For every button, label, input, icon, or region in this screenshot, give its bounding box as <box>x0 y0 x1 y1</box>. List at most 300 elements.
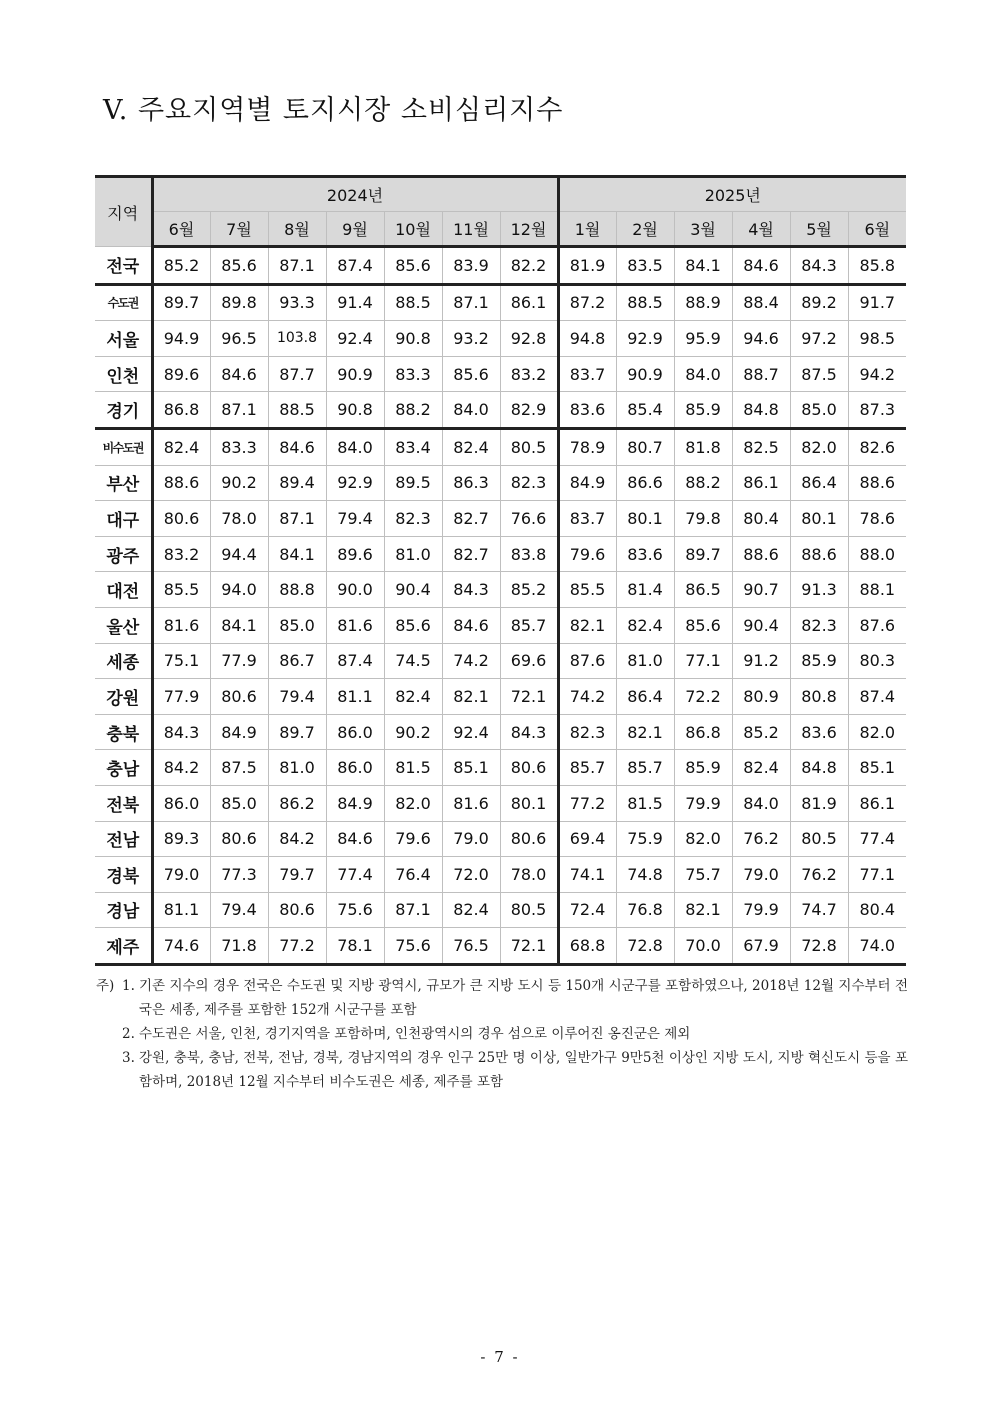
month-header: 1월 <box>558 212 616 247</box>
table-row <box>95 607 906 643</box>
value-cell: 94.2 <box>848 356 906 392</box>
value-cell: 85.0 <box>790 392 848 429</box>
region-cell: 제주 <box>95 928 152 965</box>
value-cell: 82.1 <box>674 892 732 928</box>
value-cell: 94.8 <box>558 321 616 357</box>
month-header: 8월 <box>268 212 326 247</box>
value-cell: 87.1 <box>268 247 326 285</box>
region-cell: 강원 <box>95 679 152 715</box>
value-cell: 74.1 <box>558 857 616 893</box>
value-cell: 84.8 <box>732 392 790 429</box>
value-cell: 75.1 <box>152 643 210 679</box>
table-row <box>95 857 906 893</box>
value-cell: 75.9 <box>616 821 674 857</box>
table-row <box>95 428 906 465</box>
value-cell: 93.3 <box>268 284 326 321</box>
value-cell: 82.3 <box>790 607 848 643</box>
value-cell: 80.9 <box>732 679 790 715</box>
value-cell: 80.6 <box>268 892 326 928</box>
region-cell: 경기 <box>95 392 152 429</box>
month-header: 3월 <box>674 212 732 247</box>
region-cell: 전남 <box>95 821 152 857</box>
value-cell: 82.0 <box>674 821 732 857</box>
month-header: 2월 <box>616 212 674 247</box>
value-cell: 80.8 <box>790 679 848 715</box>
value-cell: 80.1 <box>790 501 848 537</box>
value-cell: 76.2 <box>732 821 790 857</box>
footnote-number: 2. <box>122 1026 135 1042</box>
table-row <box>95 572 906 608</box>
value-cell: 74.2 <box>442 643 500 679</box>
value-cell: 80.5 <box>500 892 558 928</box>
table-row <box>95 928 906 965</box>
table-row <box>95 750 906 786</box>
value-cell: 72.4 <box>558 892 616 928</box>
value-cell: 83.9 <box>442 247 500 285</box>
region-cell: 전북 <box>95 785 152 821</box>
value-cell: 84.0 <box>442 392 500 429</box>
value-cell: 84.6 <box>732 247 790 285</box>
value-cell: 86.8 <box>674 714 732 750</box>
value-cell: 94.9 <box>152 321 210 357</box>
value-cell: 85.2 <box>152 247 210 285</box>
month-header: 12월 <box>500 212 558 247</box>
value-cell: 80.6 <box>500 750 558 786</box>
value-cell: 90.8 <box>384 321 442 357</box>
value-cell: 74.0 <box>848 928 906 965</box>
value-cell: 88.6 <box>848 465 906 501</box>
table-body <box>95 247 906 965</box>
month-header: 6월 <box>848 212 906 247</box>
value-cell: 87.1 <box>210 392 268 429</box>
value-cell: 84.3 <box>442 572 500 608</box>
value-cell: 76.8 <box>616 892 674 928</box>
value-cell: 86.0 <box>152 785 210 821</box>
value-cell: 84.6 <box>268 428 326 465</box>
value-cell: 76.2 <box>790 857 848 893</box>
value-cell: 81.9 <box>558 247 616 285</box>
value-cell: 75.7 <box>674 857 732 893</box>
value-cell: 88.6 <box>152 465 210 501</box>
footnote-number: 1. <box>122 978 135 994</box>
value-cell: 84.2 <box>268 821 326 857</box>
value-cell: 81.8 <box>674 428 732 465</box>
table-row <box>95 643 906 679</box>
value-cell: 90.2 <box>210 465 268 501</box>
value-cell: 83.7 <box>558 501 616 537</box>
value-cell: 88.1 <box>848 572 906 608</box>
value-cell: 69.6 <box>500 643 558 679</box>
table-row <box>95 536 906 572</box>
value-cell: 89.8 <box>210 284 268 321</box>
value-cell: 86.2 <box>268 785 326 821</box>
value-cell: 77.2 <box>268 928 326 965</box>
value-cell: 85.0 <box>268 607 326 643</box>
value-cell: 95.9 <box>674 321 732 357</box>
region-cell: 수도권 <box>95 284 152 321</box>
value-cell: 81.0 <box>616 643 674 679</box>
value-cell: 83.2 <box>152 536 210 572</box>
value-cell: 90.9 <box>326 356 384 392</box>
table-row <box>95 392 906 429</box>
value-cell: 85.2 <box>500 572 558 608</box>
land-market-index-table <box>95 175 906 966</box>
value-cell: 83.6 <box>558 392 616 429</box>
footnote-1 <box>96 974 908 1022</box>
value-cell: 84.9 <box>210 714 268 750</box>
value-cell: 79.6 <box>384 821 442 857</box>
value-cell: 85.0 <box>210 785 268 821</box>
value-cell: 83.7 <box>558 356 616 392</box>
value-cell: 80.5 <box>500 428 558 465</box>
value-cell: 79.0 <box>152 857 210 893</box>
value-cell: 82.0 <box>848 714 906 750</box>
footnote-3 <box>96 1046 908 1094</box>
table-row <box>95 785 906 821</box>
value-cell: 72.8 <box>790 928 848 965</box>
value-cell: 81.5 <box>616 785 674 821</box>
value-cell: 85.9 <box>674 392 732 429</box>
value-cell: 85.9 <box>790 643 848 679</box>
value-cell: 80.3 <box>848 643 906 679</box>
value-cell: 81.0 <box>268 750 326 786</box>
value-cell: 85.1 <box>442 750 500 786</box>
value-cell: 85.5 <box>558 572 616 608</box>
value-cell: 92.4 <box>326 321 384 357</box>
value-cell: 82.1 <box>616 714 674 750</box>
value-cell: 83.3 <box>384 356 442 392</box>
footnote-text: 강원, 충북, 충남, 전북, 전남, 경북, 경남지역의 경우 인구 25만 명 이상, 일반가구 9만5천 이상인 지방 도시, 지방 혁신도시 등을 포함하며, 2018년 12월 지수부터 비수도권은 세종, 제주를 포함 <box>139 1050 908 1090</box>
region-cell: 세종 <box>95 643 152 679</box>
value-cell: 80.6 <box>210 821 268 857</box>
region-cell: 경북 <box>95 857 152 893</box>
value-cell: 78.9 <box>558 428 616 465</box>
value-cell: 84.0 <box>732 785 790 821</box>
value-cell: 87.5 <box>790 356 848 392</box>
value-cell: 85.9 <box>674 750 732 786</box>
value-cell: 88.8 <box>268 572 326 608</box>
value-cell: 76.5 <box>442 928 500 965</box>
value-cell: 89.6 <box>152 356 210 392</box>
value-cell: 94.6 <box>732 321 790 357</box>
value-cell: 87.4 <box>326 247 384 285</box>
value-cell: 77.9 <box>152 679 210 715</box>
value-cell: 82.0 <box>790 428 848 465</box>
value-cell: 83.6 <box>616 536 674 572</box>
value-cell: 82.6 <box>848 428 906 465</box>
value-cell: 79.4 <box>268 679 326 715</box>
value-cell: 81.0 <box>384 536 442 572</box>
value-cell: 82.3 <box>500 465 558 501</box>
value-cell: 86.5 <box>674 572 732 608</box>
value-cell: 90.2 <box>384 714 442 750</box>
value-cell: 72.1 <box>500 679 558 715</box>
value-cell: 80.4 <box>848 892 906 928</box>
value-cell: 91.7 <box>848 284 906 321</box>
page-number: - 7 - <box>480 1348 520 1366</box>
value-cell: 77.4 <box>848 821 906 857</box>
value-cell: 82.3 <box>384 501 442 537</box>
value-cell: 81.9 <box>790 785 848 821</box>
table-row <box>95 892 906 928</box>
value-cell: 84.6 <box>210 356 268 392</box>
month-header: 6월 <box>152 212 210 247</box>
value-cell: 88.6 <box>732 536 790 572</box>
table-row <box>95 321 906 357</box>
value-cell: 80.1 <box>500 785 558 821</box>
value-cell: 86.3 <box>442 465 500 501</box>
value-cell: 91.4 <box>326 284 384 321</box>
page-title: V. 주요지역별 토지시장 소비심리지수 <box>103 95 564 126</box>
value-cell: 81.4 <box>616 572 674 608</box>
value-cell: 80.5 <box>790 821 848 857</box>
value-cell: 82.9 <box>500 392 558 429</box>
value-cell: 91.3 <box>790 572 848 608</box>
value-cell: 74.6 <box>152 928 210 965</box>
value-cell: 103.8 <box>268 321 326 357</box>
value-cell: 85.7 <box>500 607 558 643</box>
value-cell: 85.2 <box>732 714 790 750</box>
region-cell: 광주 <box>95 536 152 572</box>
value-cell: 79.9 <box>674 785 732 821</box>
value-cell: 71.8 <box>210 928 268 965</box>
value-cell: 81.5 <box>384 750 442 786</box>
value-cell: 81.6 <box>152 607 210 643</box>
table-row <box>95 679 906 715</box>
value-cell: 78.6 <box>848 501 906 537</box>
value-cell: 96.5 <box>210 321 268 357</box>
value-cell: 79.0 <box>732 857 790 893</box>
value-cell: 83.6 <box>790 714 848 750</box>
region-cell: 경남 <box>95 892 152 928</box>
value-cell: 94.0 <box>210 572 268 608</box>
value-cell: 90.0 <box>326 572 384 608</box>
value-cell: 89.7 <box>268 714 326 750</box>
value-cell: 80.6 <box>152 501 210 537</box>
value-cell: 83.4 <box>384 428 442 465</box>
value-cell: 86.4 <box>616 679 674 715</box>
value-cell: 84.9 <box>326 785 384 821</box>
value-cell: 88.7 <box>732 356 790 392</box>
region-cell: 충남 <box>95 750 152 786</box>
value-cell: 87.4 <box>848 679 906 715</box>
value-cell: 86.1 <box>500 284 558 321</box>
table-header <box>95 177 906 247</box>
value-cell: 76.6 <box>500 501 558 537</box>
month-header: 9월 <box>326 212 384 247</box>
value-cell: 83.5 <box>616 247 674 285</box>
value-cell: 89.6 <box>326 536 384 572</box>
value-cell: 86.1 <box>732 465 790 501</box>
value-cell: 87.1 <box>442 284 500 321</box>
value-cell: 90.4 <box>384 572 442 608</box>
region-cell: 비수도권 <box>95 428 152 465</box>
value-cell: 82.0 <box>384 785 442 821</box>
value-cell: 97.2 <box>790 321 848 357</box>
value-cell: 89.4 <box>268 465 326 501</box>
table-row <box>95 284 906 321</box>
footnotes <box>96 974 908 1094</box>
value-cell: 79.8 <box>674 501 732 537</box>
value-cell: 87.5 <box>210 750 268 786</box>
value-cell: 82.7 <box>442 501 500 537</box>
value-cell: 88.5 <box>384 284 442 321</box>
value-cell: 88.4 <box>732 284 790 321</box>
value-cell: 82.4 <box>442 428 500 465</box>
month-header-row <box>95 212 906 247</box>
value-cell: 85.6 <box>384 607 442 643</box>
value-cell: 87.6 <box>558 643 616 679</box>
value-cell: 87.2 <box>558 284 616 321</box>
value-cell: 75.6 <box>384 928 442 965</box>
value-cell: 84.6 <box>442 607 500 643</box>
value-cell: 83.3 <box>210 428 268 465</box>
value-cell: 94.4 <box>210 536 268 572</box>
value-cell: 98.5 <box>848 321 906 357</box>
value-cell: 82.4 <box>616 607 674 643</box>
value-cell: 77.2 <box>558 785 616 821</box>
value-cell: 85.4 <box>616 392 674 429</box>
value-cell: 87.3 <box>848 392 906 429</box>
table-row <box>95 821 906 857</box>
value-cell: 85.1 <box>848 750 906 786</box>
region-cell: 울산 <box>95 607 152 643</box>
month-header: 7월 <box>210 212 268 247</box>
value-cell: 89.7 <box>674 536 732 572</box>
value-cell: 76.4 <box>384 857 442 893</box>
footnote-text: 수도권은 서울, 인천, 경기지역을 포함하며, 인천광역시의 경우 섬으로 이루어진 옹진군은 제외 <box>139 1026 691 1042</box>
value-cell: 84.3 <box>152 714 210 750</box>
value-cell: 88.5 <box>268 392 326 429</box>
footnote-2 <box>96 1022 908 1046</box>
value-cell: 82.7 <box>442 536 500 572</box>
value-cell: 81.6 <box>442 785 500 821</box>
value-cell: 72.1 <box>500 928 558 965</box>
region-cell: 부산 <box>95 465 152 501</box>
value-cell: 84.1 <box>674 247 732 285</box>
value-cell: 77.4 <box>326 857 384 893</box>
value-cell: 82.5 <box>732 428 790 465</box>
value-cell: 90.4 <box>732 607 790 643</box>
value-cell: 89.7 <box>152 284 210 321</box>
value-cell: 93.2 <box>442 321 500 357</box>
month-header: 11월 <box>442 212 500 247</box>
value-cell: 92.8 <box>500 321 558 357</box>
year-2025-header: 2025년 <box>558 177 906 212</box>
value-cell: 82.1 <box>442 679 500 715</box>
value-cell: 88.9 <box>674 284 732 321</box>
value-cell: 84.3 <box>790 247 848 285</box>
value-cell: 88.0 <box>848 536 906 572</box>
value-cell: 79.0 <box>442 821 500 857</box>
value-cell: 88.2 <box>674 465 732 501</box>
table-row <box>95 356 906 392</box>
value-cell: 88.6 <box>790 536 848 572</box>
value-cell: 89.2 <box>790 284 848 321</box>
value-cell: 84.6 <box>326 821 384 857</box>
value-cell: 78.0 <box>500 857 558 893</box>
value-cell: 67.9 <box>732 928 790 965</box>
value-cell: 80.6 <box>500 821 558 857</box>
value-cell: 70.0 <box>674 928 732 965</box>
value-cell: 84.3 <box>500 714 558 750</box>
value-cell: 84.8 <box>790 750 848 786</box>
value-cell: 81.6 <box>326 607 384 643</box>
value-cell: 85.7 <box>616 750 674 786</box>
value-cell: 87.1 <box>384 892 442 928</box>
value-cell: 86.1 <box>848 785 906 821</box>
value-cell: 84.0 <box>674 356 732 392</box>
value-cell: 82.2 <box>500 247 558 285</box>
value-cell: 87.1 <box>268 501 326 537</box>
value-cell: 77.3 <box>210 857 268 893</box>
value-cell: 79.7 <box>268 857 326 893</box>
value-cell: 84.9 <box>558 465 616 501</box>
month-header: 4월 <box>732 212 790 247</box>
value-cell: 90.8 <box>326 392 384 429</box>
value-cell: 85.6 <box>384 247 442 285</box>
value-cell: 87.4 <box>326 643 384 679</box>
value-cell: 80.6 <box>210 679 268 715</box>
region-header: 지역 <box>95 177 152 247</box>
value-cell: 81.1 <box>152 892 210 928</box>
value-cell: 80.7 <box>616 428 674 465</box>
value-cell: 78.1 <box>326 928 384 965</box>
region-cell: 서울 <box>95 321 152 357</box>
month-header: 10월 <box>384 212 442 247</box>
value-cell: 84.1 <box>268 536 326 572</box>
region-cell: 대전 <box>95 572 152 608</box>
value-cell: 72.2 <box>674 679 732 715</box>
value-cell: 88.5 <box>616 284 674 321</box>
value-cell: 74.5 <box>384 643 442 679</box>
footnote-prefix: 주) <box>96 978 115 994</box>
table-row <box>95 247 906 285</box>
value-cell: 75.6 <box>326 892 384 928</box>
region-cell: 대구 <box>95 501 152 537</box>
value-cell: 74.2 <box>558 679 616 715</box>
value-cell: 87.6 <box>848 607 906 643</box>
region-cell: 전국 <box>95 247 152 285</box>
value-cell: 90.7 <box>732 572 790 608</box>
value-cell: 83.8 <box>500 536 558 572</box>
value-cell: 77.1 <box>674 643 732 679</box>
value-cell: 88.2 <box>384 392 442 429</box>
value-cell: 82.4 <box>442 892 500 928</box>
region-cell: 인천 <box>95 356 152 392</box>
value-cell: 85.6 <box>210 247 268 285</box>
value-cell: 82.4 <box>152 428 210 465</box>
value-cell: 77.1 <box>848 857 906 893</box>
value-cell: 86.7 <box>268 643 326 679</box>
value-cell: 74.7 <box>790 892 848 928</box>
value-cell: 83.2 <box>500 356 558 392</box>
value-cell: 80.1 <box>616 501 674 537</box>
table-row <box>95 714 906 750</box>
value-cell: 86.0 <box>326 714 384 750</box>
value-cell: 68.8 <box>558 928 616 965</box>
value-cell: 84.1 <box>210 607 268 643</box>
value-cell: 86.8 <box>152 392 210 429</box>
value-cell: 79.6 <box>558 536 616 572</box>
value-cell: 79.4 <box>326 501 384 537</box>
value-cell: 86.6 <box>616 465 674 501</box>
value-cell: 86.0 <box>326 750 384 786</box>
value-cell: 85.6 <box>442 356 500 392</box>
value-cell: 89.5 <box>384 465 442 501</box>
table-row <box>95 465 906 501</box>
value-cell: 81.1 <box>326 679 384 715</box>
